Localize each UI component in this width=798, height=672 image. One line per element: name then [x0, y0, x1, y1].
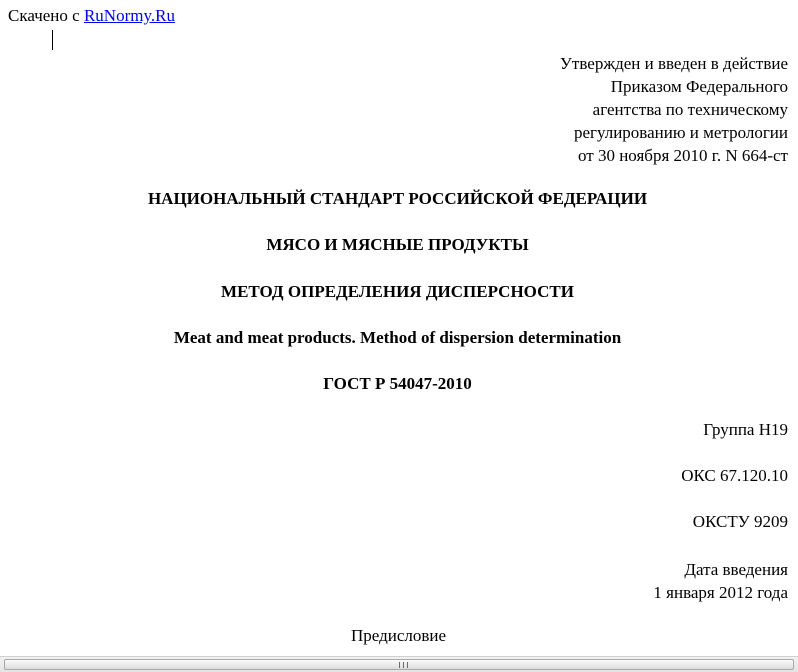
source-link[interactable]: RuNormy.Ru — [83, 6, 175, 25]
effective-date-value: 1 января 2012 года — [653, 583, 788, 602]
title-en-heading: Meat and meat products. Method of dispersion determination — [173, 328, 622, 347]
subtitle-ru-heading: МЕТОД ОПРЕДЕЛЕНИЯ ДИСПЕРСНОСТИ — [221, 282, 574, 301]
preface-heading: Предисловие — [350, 626, 447, 645]
text-cursor — [52, 30, 53, 50]
designation-heading: ГОСТ Р 54047-2010 — [323, 374, 472, 393]
scrollbar-thumb[interactable] — [4, 659, 794, 670]
okstu-code: ОКСТУ 9209 — [692, 512, 788, 531]
approval-block — [560, 52, 788, 167]
horizontal-scrollbar[interactable] — [0, 656, 798, 672]
approval-line: агентства по техническому — [592, 100, 788, 119]
national-standard-heading: НАЦИОНАЛЬНЫЙ СТАНДАРТ РОССИЙСКОЙ ФЕДЕРАЦИИ — [147, 189, 648, 208]
group-code: Группа Н19 — [703, 420, 788, 439]
approval-line: от 30 ноября 2010 г. N 664-ст — [578, 146, 788, 165]
source-line — [8, 6, 175, 26]
grip-icon — [399, 662, 408, 668]
approval-line: Утвержден и введен в действие — [559, 54, 788, 73]
effective-date-label: Дата введения — [684, 560, 788, 579]
effective-date-block — [653, 558, 788, 604]
approval-line: Приказом Федерального — [610, 77, 788, 96]
oks-code: ОКС 67.120.10 — [681, 466, 788, 485]
title-ru-heading: МЯСО И МЯСНЫЕ ПРОДУКТЫ — [266, 235, 529, 254]
approval-line: регулированию и метрологии — [573, 123, 788, 142]
source-prefix: Скачено с — [8, 6, 80, 25]
